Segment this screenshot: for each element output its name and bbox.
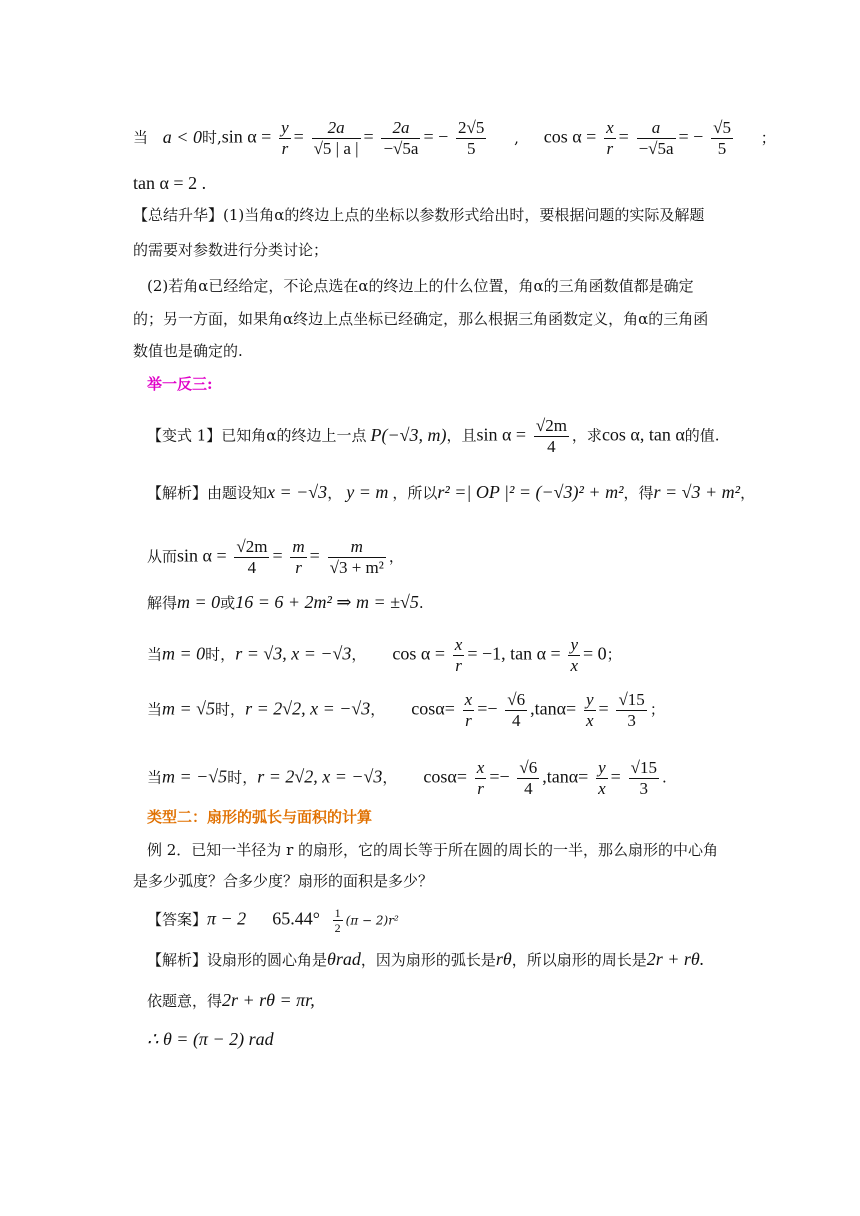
fraction: $\frac{√5}{5}$	[713, 118, 731, 158]
summary-line-1: 【总结升华】(1)当角α的终边上点的坐标以参数形式给出时，要根据问题的实际及解题	[133, 206, 705, 224]
fraction: $\frac{y}{r}$	[281, 118, 289, 158]
fraction: $\frac{1}{2}$	[334, 906, 341, 935]
fraction: $\frac{a}{-√5a}$	[638, 118, 674, 158]
case-m-neg-sqrt5: 当m = −√5时，r = 2√2, x = −√3， cosα= $\frac{x}{r}$ =− $\frac{√6}{4}$ ,tanα= $\frac{y}{x}$ = $\frac{√15}{3}$ .	[147, 758, 667, 798]
fraction: $\frac{√6}{4}$	[507, 690, 526, 730]
example-2-line-1: 例 2．已知一半径为 r 的扇形，它的周长等于所在圆的周长的一半，那么扇形的中心角	[147, 841, 719, 859]
fraction: $\frac{2√5}{5}$	[458, 118, 485, 158]
fraction: $\frac{m}{r}$	[292, 537, 305, 577]
solution-line-5: 依题意，得2r + rθ = πr,	[147, 990, 315, 1010]
fraction: $\frac{√15}{3}$	[618, 690, 645, 730]
fraction: $\frac{2a}{√5 | a |}$	[313, 118, 359, 158]
fraction: $\frac{y}{x}$	[570, 635, 579, 675]
formula-line-2: tan α = 2 .	[133, 173, 207, 193]
solution-line-3: 解得m = 0或16 = 6 + 2m² ⇒ m = ±√5.	[147, 592, 424, 612]
solution-line-1: 【解析】由题设知x = −√3， y = m ，所以r² =| OP |² = (−√3)² + m²，得r = √3 + m²，	[147, 482, 756, 502]
summary-line-2: 的需要对参数进行分类讨论；	[133, 241, 329, 259]
cos-label: cos α =	[543, 126, 597, 147]
point-p: P(−√3, m)	[370, 424, 447, 445]
fraction: $\frac{√2m}{4}$	[236, 537, 268, 577]
solution-line-4: 【解析】设扇形的圆心角是θrad，因为扇形的弧长是rθ，所以扇形的周长是2r + rθ.	[147, 949, 705, 969]
fraction: $\frac{x}{r}$	[454, 635, 463, 675]
fraction: $\frac{2a}{-√5a}$	[383, 118, 419, 158]
answer-line: 【答案】π − 2 65.44° $\frac{1}{2}$ (π − 2)r²	[147, 906, 399, 935]
fraction: $\frac{x}{r}$	[476, 758, 485, 798]
condition: a < 0	[162, 126, 202, 147]
variant-1-line: 【变式 1】已知角α的终边上一点 P(−√3, m)，且sin α = $\frac{√2m}{4}$ ，求cos α, tan α的值.	[147, 416, 720, 456]
fraction: $\frac{x}{r}$	[606, 118, 614, 158]
fraction: $\frac{√6}{4}$	[519, 758, 538, 798]
fraction: $\frac{x}{r}$	[464, 690, 473, 730]
solution-line-6: ∴ θ = (π − 2) rad	[147, 1029, 274, 1049]
summary-line-5: 数值也是确定的.	[133, 342, 243, 360]
fraction: $\frac{√2m}{4}$	[535, 416, 567, 456]
fraction: $\frac{y}{x}$	[585, 690, 594, 730]
fraction: $\frac{m}{\text{√3 + m²}}$	[329, 537, 384, 577]
example-2-line-2: 是多少弧度？合多少度？扇形的面积是多少？	[133, 872, 434, 890]
formula-line-1: 当 a < 0时,sin α = $\frac{y}{r}$ = $\frac{2a}{√5 | a |}$ = $\frac{2a}{-√5a}$ = − $\frac{2√5}{5}$ , cos α = $\frac{x}{r}$ = $\frac{a}{-√5a}$ = − $\frac{√5}{5}$ ；	[133, 118, 776, 158]
fraction: $\frac{y}{x}$	[598, 758, 606, 798]
summary-line-3: (2)若角α已经给定，不论点选在α的终边上的什么位置，角α的三角函数值都是确定	[147, 277, 694, 295]
sin-label: sin α =	[221, 126, 272, 147]
case-m-zero: 当m = 0时，r = √3, x = −√3， cos α = $\frac{x}{r}$ = −1, tan α = $\frac{y}{x}$ = 0；	[147, 635, 622, 675]
case-m-sqrt5: 当m = √5时，r = 2√2, x = −√3， cosα= $\frac{x}{r}$ =− $\frac{√6}{4}$ ,tanα= $\frac{y}{x}$ = $\frac{√15}{3}$ ；	[147, 690, 665, 730]
text: 时,	[201, 128, 222, 147]
summary-line-4: 的；另一方面，如果角α终边上点坐标已经确定，那么根据三角函数定义，角α的三角函	[133, 310, 709, 328]
section-heading-practice: 举一反三:	[147, 375, 213, 393]
text: 当	[133, 128, 149, 147]
fraction: $\frac{√15}{3}$	[630, 758, 657, 798]
solution-line-2: 从而sin α = $\frac{√2m}{4}$ = $\frac{m}{r}$ = $\frac{m}{\text{√3 + m²}}$ ，	[147, 537, 404, 577]
section-heading-type-2: 类型二：扇形的弧长与面积的计算	[147, 808, 373, 826]
